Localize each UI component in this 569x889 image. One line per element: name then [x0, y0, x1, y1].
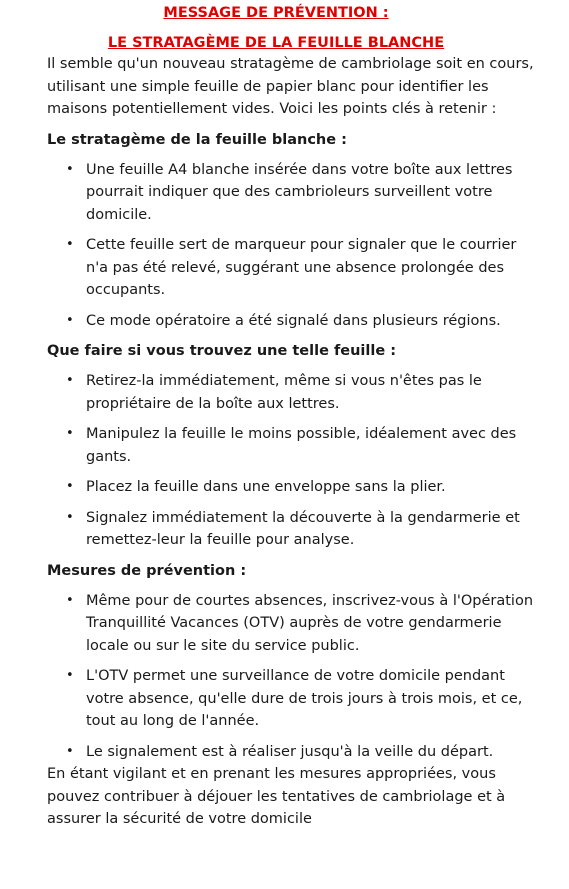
list-item: [47, 370, 537, 415]
list-item: [47, 665, 537, 733]
list-item: [47, 310, 537, 333]
list-item-text: Même pour de courtes absences, inscrivez-vous à l'Opération Tranquillité Vacances (OTV) auprès de votre gendarmerie locale ou sur le site du service public.: [86, 592, 534, 654]
list-item: [47, 507, 537, 552]
section-heading-que-faire: Que faire si vous trouvez une telle feuille :: [47, 343, 397, 359]
bullet-list-stratageme: [47, 159, 537, 333]
bullet-dot-icon: •: [66, 426, 74, 441]
list-item-text: Ce mode opératoire a été signalé dans plusieurs régions.: [86, 312, 501, 329]
list-item: [47, 423, 537, 468]
document-subtitle: LE STRATAGÈME DE LA FEUILLE BLANCHE: [107, 35, 445, 51]
list-item-text: Le signalement est à réaliser jusqu'à la veille du départ.: [86, 743, 494, 760]
list-item-text: Manipulez la feuille le moins possible, idéalement avec des gants.: [86, 426, 517, 465]
bullet-dot-icon: •: [66, 668, 74, 683]
bullet-dot-icon: •: [66, 592, 74, 608]
list-item: [47, 476, 537, 499]
list-item: [47, 590, 537, 658]
list-item-text: Une feuille A4 blanche insérée dans votre boîte aux lettres pourrait indiquer que des cambrioleurs surveillent votre domicile.: [86, 161, 513, 223]
list-item-text: Retirez-la immédiatement, même si vous n'êtes pas le propriétaire de la boîte aux lettres.: [86, 373, 482, 412]
list-item-text: Cette feuille sert de marqueur pour signaler que le courrier n'a pas été relevé, suggérant une absence prolongée des occupants.: [86, 237, 517, 298]
list-item-text: Placez la feuille dans une enveloppe sans la plier.: [86, 479, 446, 495]
conclusion-paragraph: En étant vigilant et en prenant les mesures appropriées, vous pouvez contribuer à déjouer les tentatives de cambriolage et à assurer la sécurité de votre domicile: [47, 766, 506, 827]
intro-paragraph[interactable]: [47, 53, 537, 121]
bullet-dot-icon: •: [66, 479, 74, 494]
bullet-dot-icon: •: [66, 161, 74, 177]
bullet-list-que-faire: [47, 370, 537, 552]
document-title: MESSAGE DE PRÉVENTION :: [163, 5, 389, 21]
bullet-dot-icon: •: [66, 312, 74, 328]
list-item: [47, 741, 537, 764]
list-item-text: Signalez immédiatement la découverte à la gendarmerie et remettez-leur la feuille pour analyse.: [86, 509, 520, 548]
document-page: [47, 0, 537, 831]
section-heading-stratageme: Le stratagème de la feuille blanche :: [47, 131, 347, 148]
intro-text: Il semble qu'un nouveau stratagème de cambriolage soit en cours, utilisant une simple feuille de papier blanc pour identifier les maisons potentiellement vides. Voici les points clés à retenir :: [47, 56, 534, 117]
bullet-list-mesures: [47, 590, 537, 764]
bullet-dot-icon: •: [66, 509, 74, 525]
bullet-dot-icon: •: [66, 237, 74, 252]
section-heading-mesures: Mesures de prévention :: [47, 562, 247, 579]
bullet-dot-icon: •: [66, 373, 74, 388]
list-item-text: L'OTV permet une surveillance de votre domicile pendant votre absence, qu'elle dure de trois jours à trois mois, et ce, tout au long de l'année.: [86, 668, 523, 729]
list-item: [47, 234, 537, 302]
list-item: [47, 159, 537, 227]
bullet-dot-icon: •: [66, 743, 74, 759]
